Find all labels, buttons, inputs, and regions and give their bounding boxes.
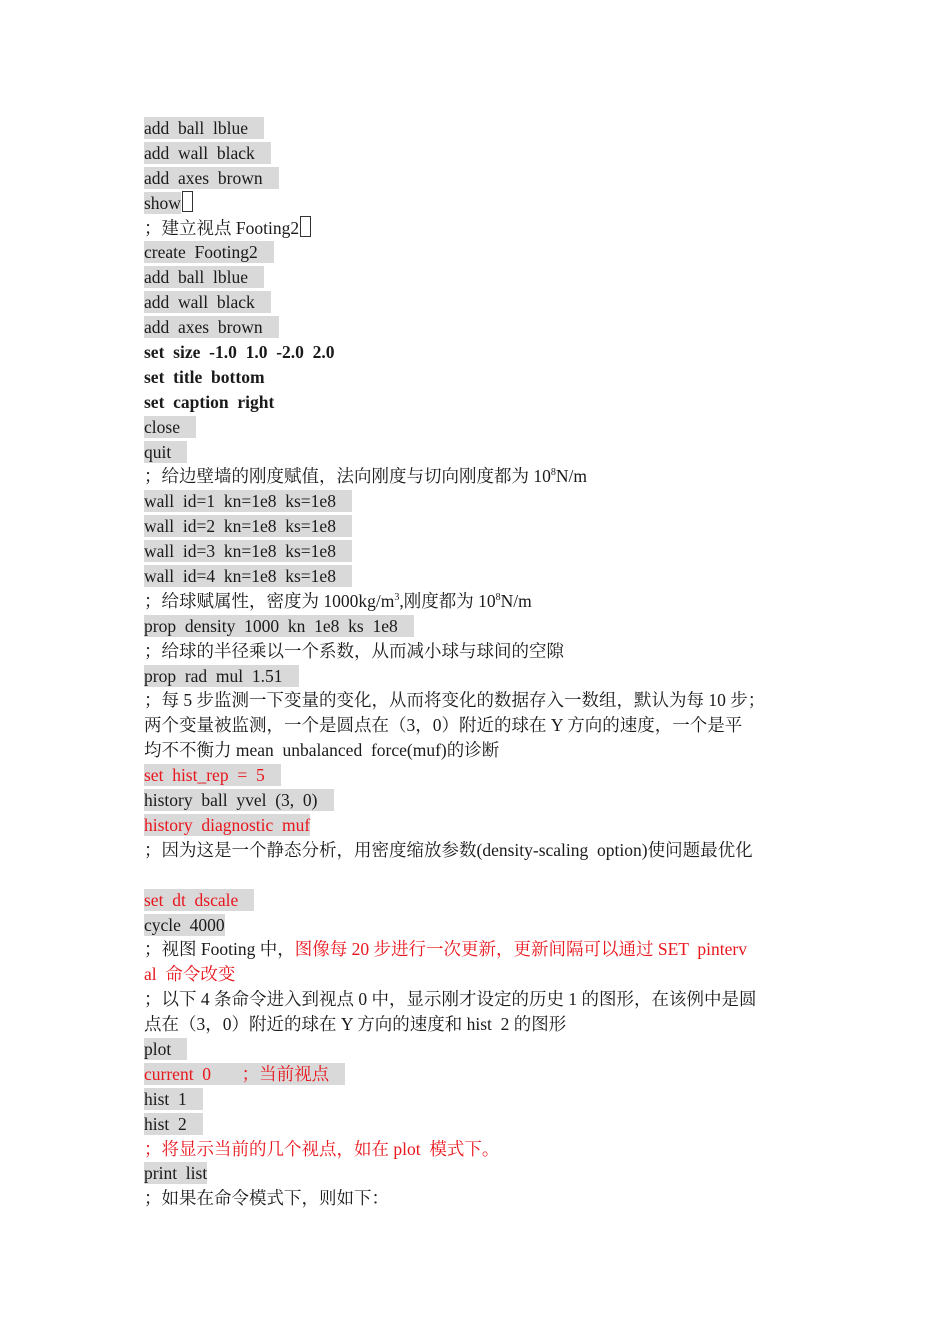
comment-line: ；以下 4 条命令进入到视点 0 中，显示刚才设定的历史 1 的图形，在该例中是圆 [144, 989, 757, 1010]
code-line: print list [144, 1163, 208, 1184]
code-line: add ball lblue [144, 266, 264, 288]
code-line: current 0 ；当前视点 [144, 1063, 345, 1085]
unit-text: N/m [555, 466, 587, 487]
code-line: add wall black [144, 291, 271, 313]
unit-text: N/m [500, 590, 532, 611]
code-line: plot [144, 1038, 187, 1060]
code-line: add ball lblue [144, 117, 264, 139]
code-line: set caption right [144, 391, 275, 412]
comment-line: ；因为这是一个静态分析，用密度缩放参数(density-scaling option)使问题最优化 [144, 839, 753, 860]
comment-text: ,刚度都为 10 [399, 590, 496, 611]
code-line: add axes brown [144, 316, 279, 338]
code-line: set title bottom [144, 366, 265, 387]
superscript: 3 [394, 591, 400, 603]
comment-text: ；视图 Footing 中， [144, 939, 295, 960]
code-line: wall id=3 kn=1e8 ks=1e8 [144, 540, 352, 562]
code-line: set hist_rep = 5 [144, 764, 281, 786]
missing-glyph-icon [300, 216, 311, 237]
comment-line: ；建立视点 Footing2 [144, 217, 300, 238]
comment-line [144, 464, 814, 489]
code-line: history diagnostic muf [144, 814, 311, 835]
comment-line [144, 589, 814, 614]
code-line: show [144, 192, 181, 213]
code-line: create Footing2 [144, 241, 274, 263]
code-line: history ball yvel (3, 0) [144, 789, 334, 811]
comment-highlight: 图像每 20 步进行一次更新，更新间隔可以通过 SET pinterv [294, 939, 747, 960]
comment-line: ；每 5 步监测一下变量的变化，从而将变化的数据存入一数组，默认为每 10 步； [144, 690, 766, 711]
code-line: prop rad mul 1.51 [144, 665, 299, 687]
comment-highlight: ；将显示当前的几个视点，如在 plot 模式下。 [144, 1138, 500, 1159]
blank-line [144, 863, 814, 888]
code-line: set dt dscale [144, 889, 254, 911]
code-line: quit [144, 441, 187, 463]
missing-glyph-icon [182, 191, 193, 212]
superscript: 8 [495, 591, 501, 603]
code-line: set size -1.0 1.0 -2.0 2.0 [144, 342, 335, 363]
code-line: add wall black [144, 142, 271, 164]
code-line: wall id=2 kn=1e8 ks=1e8 [144, 515, 352, 537]
comment-highlight: al 命令改变 [144, 964, 236, 985]
code-line: wall id=4 kn=1e8 ks=1e8 [144, 565, 352, 587]
comment-line: 均不不衡力 mean unbalanced force(muf)的诊断 [144, 740, 500, 761]
code-line: hist 1 [144, 1088, 203, 1110]
comment-text: ；给球赋属性，密度为 1000kg/m [144, 590, 395, 611]
comment-text: ；给边壁墙的刚度赋值，法向刚度与切向刚度都为 10 [144, 466, 551, 487]
comment-line: ；给球的半径乘以一个系数，从而减小球与球间的空隙 [144, 640, 564, 661]
code-line: wall id=1 kn=1e8 ks=1e8 [144, 490, 352, 512]
code-line: cycle 4000 [144, 914, 225, 935]
comment-line [144, 937, 814, 962]
code-line: close [144, 416, 196, 438]
code-line: add axes brown [144, 167, 279, 189]
code-line: hist 2 [144, 1113, 203, 1135]
superscript: 8 [550, 467, 556, 479]
comment-line: ；如果在命令模式下，则如下： [144, 1188, 389, 1209]
comment-line: 两个变量被监测，一个是圆点在（3，0）附近的球在 Y 方向的速度，一个是平 [144, 715, 743, 736]
comment-line: 点在（3，0）附近的球在 Y 方向的速度和 hist 2 的图形 [144, 1014, 567, 1035]
document-body [144, 116, 814, 1211]
code-line: prop density 1000 kn 1e8 ks 1e8 [144, 615, 414, 637]
